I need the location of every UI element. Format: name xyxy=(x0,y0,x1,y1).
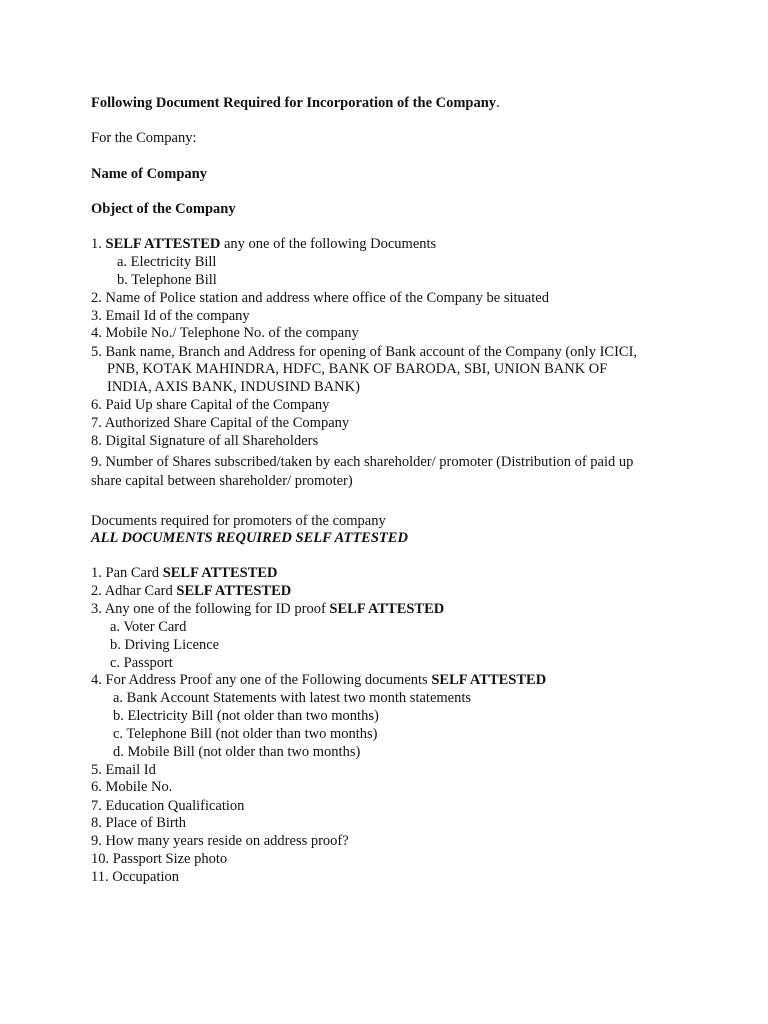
company-item-1b: b. Telephone Bill xyxy=(117,272,217,288)
company-item-7: 7. Authorized Share Capital of the Company xyxy=(91,415,350,431)
object-of-company-heading: Object of the Company xyxy=(91,201,236,217)
item-number: 1. xyxy=(91,236,106,252)
promoter-item-10: 10. Passport Size photo xyxy=(91,851,228,867)
company-item-3: 3. Email Id of the company xyxy=(91,308,250,324)
item-text: 1. Pan Card xyxy=(91,565,163,581)
promoter-item-3 xyxy=(91,600,444,618)
item-text: any one of the following Documents xyxy=(220,236,437,252)
company-item-6: 6. Paid Up share Capital of the Company xyxy=(91,397,330,413)
document-title xyxy=(91,94,500,112)
promoter-item-4d: d. Mobile Bill (not older than two months) xyxy=(113,744,361,760)
self-attested-emphasis: SELF ATTESTED xyxy=(105,236,221,252)
item-text: 3. Any one of the following for ID proof xyxy=(91,601,330,617)
company-item-5-line1: 5. Bank name, Branch and Address for opening of Bank account of the Company (only ICICI, xyxy=(91,344,638,360)
promoter-item-1 xyxy=(91,564,278,582)
company-item-1 xyxy=(91,235,436,253)
promoters-subheading: ALL DOCUMENTS REQUIRED SELF ATTESTED xyxy=(91,530,408,546)
promoter-item-9: 9. How many years reside on address proof? xyxy=(91,833,349,849)
promoter-item-3a: a. Voter Card xyxy=(110,619,187,635)
promoter-item-5: 5. Email Id xyxy=(91,762,156,778)
name-of-company-heading: Name of Company xyxy=(91,166,207,182)
company-item-9-line1: 9. Number of Shares subscribed/taken by each shareholder/ promoter (Distribution of paid up xyxy=(91,454,634,470)
company-item-5-line3: INDIA, AXIS BANK, INDUSIND BANK) xyxy=(107,379,360,395)
promoter-item-2 xyxy=(91,582,291,600)
company-item-2: 2. Name of Police station and address where office of the Company be situated xyxy=(91,290,549,306)
title-text: Following Document Required for Incorporation of the Company xyxy=(91,95,497,111)
promoter-item-4b: b. Electricity Bill (not older than two months) xyxy=(113,708,379,724)
promoters-heading: Documents required for promoters of the company xyxy=(91,513,386,529)
promoter-item-11: 11. Occupation xyxy=(91,869,180,885)
promoter-item-3c: c. Passport xyxy=(110,655,173,671)
company-item-1a: a. Electricity Bill xyxy=(117,254,217,270)
company-item-5-line2: PNB, KOTAK MAHINDRA, HDFC, BANK OF BARODA, SBI, UNION BANK OF xyxy=(107,361,608,377)
self-attested-emphasis: SELF ATTESTED xyxy=(176,583,292,599)
company-item-8: 8. Digital Signature of all Shareholders xyxy=(91,433,319,449)
self-attested-emphasis: SELF ATTESTED xyxy=(329,601,445,617)
title-period: . xyxy=(496,95,500,111)
self-attested-emphasis: SELF ATTESTED xyxy=(431,672,547,688)
promoter-item-3b: b. Driving Licence xyxy=(110,637,220,653)
company-item-9-line2: share capital between shareholder/ promoter) xyxy=(91,473,353,489)
item-text: 2. Adhar Card xyxy=(91,583,177,599)
self-attested-emphasis: SELF ATTESTED xyxy=(162,565,278,581)
promoter-item-4a: a. Bank Account Statements with latest two month statements xyxy=(113,690,472,706)
promoter-item-8: 8. Place of Birth xyxy=(91,815,187,831)
promoter-item-4c: c. Telephone Bill (not older than two months) xyxy=(113,726,378,742)
company-item-4: 4. Mobile No./ Telephone No. of the company xyxy=(91,325,359,341)
for-company-label: For the Company: xyxy=(91,130,197,146)
promoter-item-4 xyxy=(91,671,546,689)
item-text: 4. For Address Proof any one of the Following documents xyxy=(91,672,432,688)
promoter-item-7: 7. Education Qualification xyxy=(91,798,245,814)
promoter-item-6: 6. Mobile No. xyxy=(91,779,173,795)
